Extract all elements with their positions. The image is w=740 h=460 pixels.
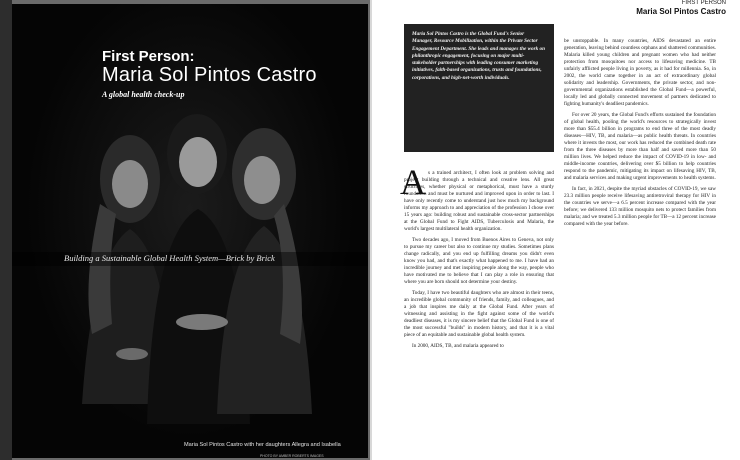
- banner-text: Building a Sustainable Global Health System—Brick by Brick: [64, 253, 275, 263]
- paragraph: For over 20 years, the Global Fund's efforts sustained the foundation of global health, pooling the world's resources to strategically invest more than $55.4 billion in programs to end three of the most deadly diseases—HIV, TB, and malaria—as public health threats. In countries where it invests the most, our work has reduced the combined death rate from the three diseases by more than half and saved more than 50 million lives. We helped reduce the impact of COVID-19 in low- and middle-income countries, delivering over $5 billion to help countries respond to the pandemic, mitigating its impact on lifesaving HIV, TB, and malaria services and making urgent improvements to health systems.: [564, 112, 716, 181]
- paragraph: In fact, in 2021, despite the myriad obstacles of COVID-19, we saw 23.3 million people receive lifesaving antiretroviral therapy for HIV in the countries we serve—a 6.5 percent increase compared with the year before; we delivered 133 million mosquito nets to protect families from malaria; and we treated 5.3 million people for TB—a 12 percent increase compared with the year before.: [564, 186, 716, 227]
- article-subhead: A global health check-up: [102, 90, 185, 99]
- paragraph: Today, I have two beautiful daughters who are almost in their teens, an incredible global community of friends, family, and colleagues, and a job that inspires me daily at the Global Fund. After years of witnessing and assisting in the fight against some of the world's deadliest diseases, it is my sincere belief that the Global Fund is one of the most successful "builds" in modern history, and that it is a vital piece of an equitable and sustainable global health system.: [404, 290, 554, 338]
- drop-cap: A: [400, 162, 426, 202]
- page-edge: [0, 0, 12, 460]
- paragraph: Two decades ago, I moved from Buenos Aires to Geneva, not only to pursue my career but also to continue my studies. Sometimes plans change radically, and you end up fulfilling dreams you didn't even know you had, and that's exactly what happened to me. I have had an incredible journey and met inspiring people along the way, people who have motivated me to believe that I can play a role in ensuring that where you are born should not determine your destiny.: [404, 237, 554, 285]
- article-title: Maria Sol Pintos Castro: [102, 64, 317, 86]
- paragraph: be unstoppable. In many countries, AIDS devastated an entire generation, leaving behind countless orphans and shattered communities. Malaria killed young children and pregnant women who had neither protection from mosquitoes nor access to lifesaving medicine. TB unfairly afflicted people living in poverty, as it had for millennia. So, in 2002, the world came together in an act of extraordinary global solidarity and leadership. Governments, the private sector, and non-governmental organizations established the Global Fund—a powerful, locally led and globally connected movement of partners dedicated to fighting humanity's deadliest pandemics.: [564, 38, 716, 107]
- family-photo: [12, 4, 368, 458]
- section-label: FIRST PERSON: [681, 0, 726, 6]
- photo-credit: PHOTO BY AMBER ROBERTS IMAGES: [260, 454, 324, 458]
- text-column-1: [404, 170, 554, 354]
- author-bio-box: [404, 24, 554, 152]
- text-column-2: [564, 38, 716, 232]
- right-page: [372, 0, 740, 460]
- paragraph: In 2000, AIDS, TB, and malaria appeared to: [412, 343, 504, 349]
- article-kicker: First Person:: [102, 48, 195, 65]
- photo-caption: Maria Sol Pintos Castro with her daughters Allegra and Isabella: [184, 442, 341, 448]
- author-bio: Maria Sol Pintos Castro is the Global Fund's Senior Manager, Resource Mobilization, within the Private Sector Engagement Department. She leads and manages the work on philanthropic engagement, focusing on major multi-stakeholder partnerships with leading consumer marketing initiatives, faith-based organizations, trusts and foundations, corporations, and high-net-worth individuals.: [412, 31, 546, 81]
- paragraph: s a trained architect, I often look at problem solving and project building through a technical and creative lens. All great structures, whether physical or metaphorical, must have a sturdy foundation and must be nurtured and improved upon in order to last. I have only recently come to understand just how much my background informs my approach to and appreciation of the profession I chose over 15 years ago: building robust and sustainable cross-sector partnerships at the Global Fund to Fight AIDS, Tuberculosis and Malaria, the world's largest multilateral health organization.: [404, 170, 554, 232]
- section-name: Maria Sol Pintos Castro: [636, 7, 726, 16]
- headline-banner: [12, 252, 368, 266]
